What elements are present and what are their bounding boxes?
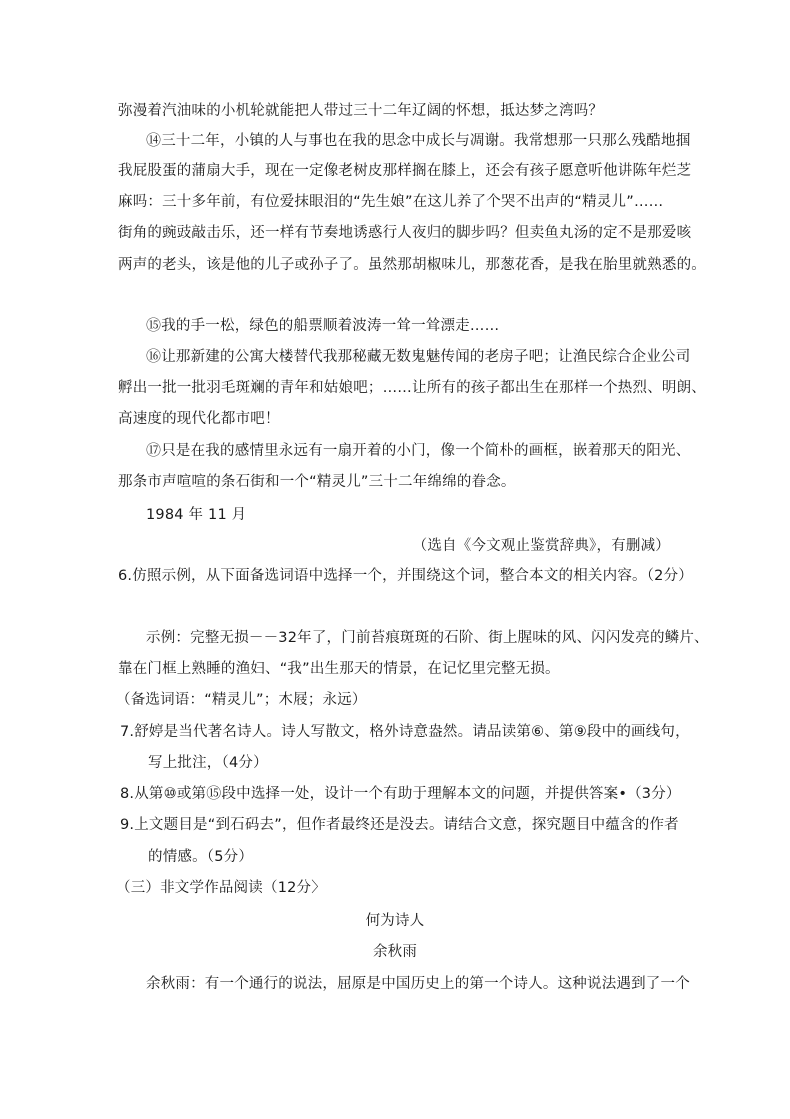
paragraph-16 <box>146 346 690 367</box>
question-8 <box>120 783 681 804</box>
essay-author: 余秋雨 <box>372 944 418 960</box>
question-7-continued: 写上批注，（4分） <box>148 755 268 771</box>
paragraph-marker: ⑰ <box>146 441 162 459</box>
article-line: 我的手一松，绿色的船票顺着波涛一耸一耸漂走…… <box>161 318 500 334</box>
article-line: 那条市声喧喧的条石街和一个“精灵儿”三十二年绵绵的眷念。 <box>118 474 516 490</box>
paragraph-14 <box>146 130 690 151</box>
question-7: 7.舒婷是当代著名诗人。诗人写散文，格外诗意盎然。请品读第⑥、第⑨段中的画线句， <box>120 724 690 740</box>
article-line: 街角的豌豉敲击乐，还一样有节奏地诱惑行人夜归的脚步吗？但卖鱼丸汤的定不是那爱咳 <box>118 225 692 241</box>
example-line: 示例：完整无损－－32年了，门前苔痕斑斑的石阶、街上腥味的风、闪闪发亮的鳞片、 <box>146 630 709 646</box>
paragraph-marker: ⑮ <box>146 316 162 334</box>
paragraph-marker: ⑮ <box>206 784 222 802</box>
essay-title: 何为诗人 <box>365 913 425 929</box>
article-line: 两声的老头，该是他的儿子或孙子了。虽然那胡椒味儿，那葱花香，是我在胎里就熟悉的。 <box>118 257 706 273</box>
paragraph-15 <box>146 315 499 336</box>
question-8-prefix: 8.从第⑩或第 <box>120 786 207 802</box>
essay-first-line: 余秋雨：有一个通行的说法，屈原是中国历史上的第一个诗人。这种说法遇到了一个 <box>146 976 690 992</box>
article-line: 孵出一批一批羽毛斑斓的青年和姑娘吧；……让所有的孩子都出生在那样一个热烈、明朗、 <box>118 380 706 396</box>
question-9-continued: 的情感。（5分） <box>148 849 254 865</box>
paragraph-marker: ⑯ <box>146 347 162 365</box>
question-6: 6.仿照示例，从下面备选词语中选择一个，并围绕这个词，整合本文的相关内容。（2分） <box>118 568 694 584</box>
article-line: 麻吗：三十多年前，有位爱抹眼泪的“先生娘”在这儿养了个哭不出声的“精灵儿”…… <box>118 194 664 210</box>
question-8-suffix: 段中选择一处，设计一个有助于理解本文的问题，并提供答案•（3分） <box>221 786 681 802</box>
article-line: 只是在我的感情里永远有一扇开着的小门，像一个简朴的画框，嵌着那天的阳光、 <box>161 443 691 459</box>
article-line: 弥漫着汽油味的小机轮就能把人带过三十二年辽阔的怀想，抵达梦之湾吗？ <box>118 103 604 119</box>
article-source: （选自《今文观止鉴赏辞典》，有删减） <box>412 538 670 554</box>
article-line: 高速度的现代化都市吧！ <box>118 411 280 427</box>
paragraph-marker: ⑭ <box>146 131 162 149</box>
article-line: 我屁股蛋的蒲扇大手，现在一定像老树皮那样搁在膝上，还会有孩子愿意听他讲陈年烂芝 <box>118 163 692 179</box>
example-line: 靠在门框上熟睡的渔妇、“我”出生那天的情景，在记忆里完整无损。 <box>118 661 560 677</box>
word-bank: （备选词语：“精灵儿”；木屐；永远） <box>116 692 367 708</box>
paragraph-17 <box>146 440 690 461</box>
question-9: 9.上文题目是“到石码去”，但作者最终还是没去。请结合文意，探究题目中蕴含的作者 <box>120 817 679 833</box>
article-line: 让那新建的公寓大楼替代我那秘藏无数鬼魅传闻的老房子吧；让渔民综合企业公司 <box>161 349 691 365</box>
article-line: 三十二年，小镇的人与事也在我的思念中成长与凋谢。我常想那一只那么残酷地掴 <box>161 133 691 149</box>
article-date: 1984 年 11 月 <box>146 507 247 523</box>
section-heading: （三）非文学作品阅读（12分〉 <box>116 880 326 896</box>
